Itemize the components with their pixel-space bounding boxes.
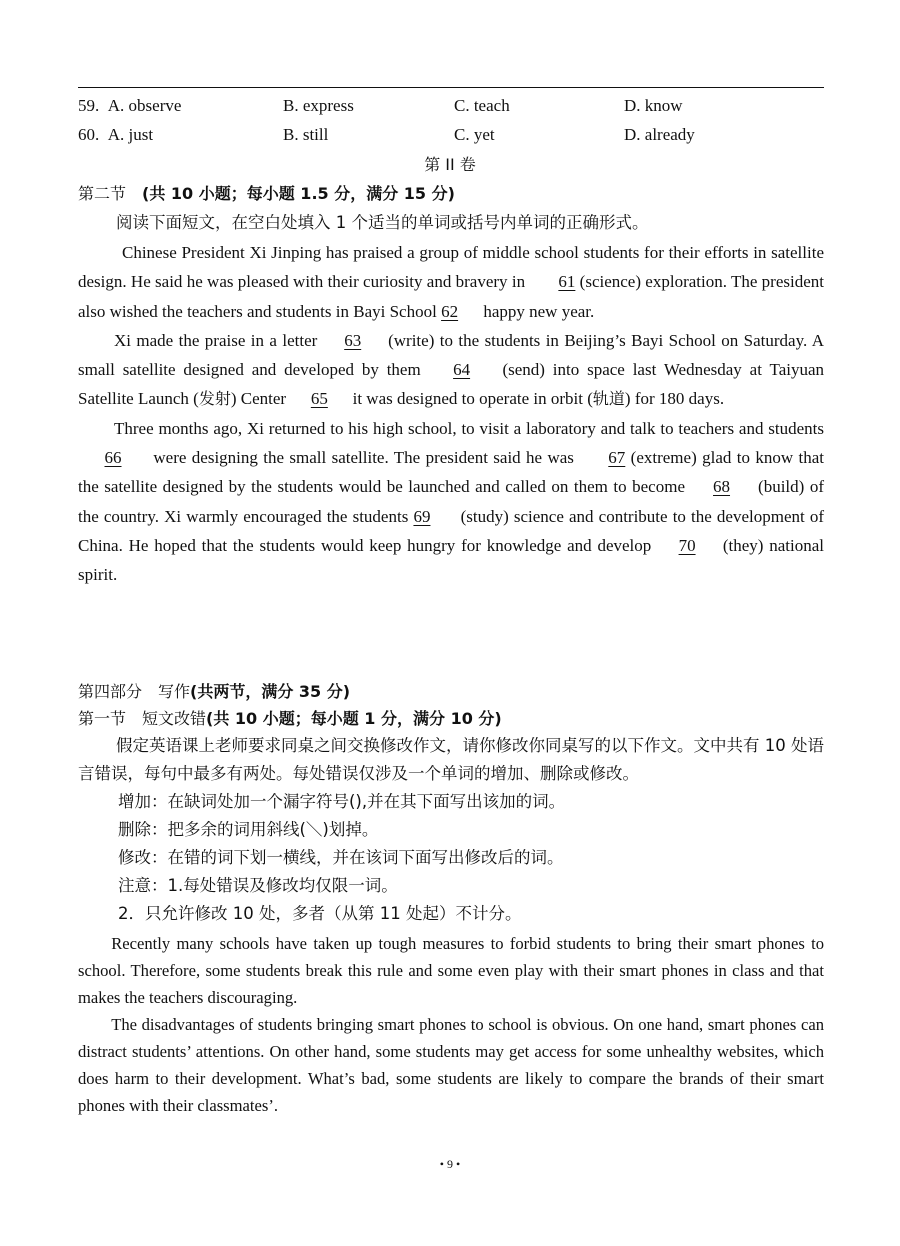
rule-add: 增加：在缺词处加一个漏字符号(),并在其下面写出该加的词。 [118, 792, 566, 811]
page-number: • 9 • [439, 1157, 461, 1171]
rule-delete: 删除：把多余的词用斜线(＼)划掉。 [118, 820, 379, 839]
cloze-block [78, 208, 824, 590]
section-1-title: 第一节 短文改错(共 10 小题；每小题 1 分，满分 10 分) [78, 709, 502, 728]
blank-70: 70 [678, 535, 696, 555]
question-59-option-b: B. express [283, 96, 354, 115]
passage-paragraph-3: Three months ago, Xi returned to his high school, to visit a laboratory and talk to teachers and students 66 were designing the small satellite. The president said he was 67 (extreme) glad to know that the satellite designed by the students would be launched and called on them to become 68 (build) of the country. Xi warmly encouraged the students 69 (study) science and contribute to the development of China. He hoped that the students would keep hungry for knowledge and develop 70 (they) national spirit. [78, 418, 825, 585]
question-59-option-c: C. teach [454, 96, 510, 115]
passage-paragraph-1: Chinese President Xi Jinping has praised a group of middle school students for their efforts in satellite design. He said he was pleased with their curiosity and bravery in 61 (science) exploration. The president also wished the teachers and students in Bayi School 62 happy new year. [78, 238, 824, 326]
question-59-option-d: D. know [624, 96, 683, 115]
essay-paragraph-2: The disadvantages of students bringing smart phones to school is obvious. On one hand, smart phones can distract students’ attentions. On other hand, some students may get access for some unhealthy websites, which does harm to their development. What’s bad, some students are likely to compare the brands of their smart phones with their classmates’. [78, 1015, 824, 1115]
section-2-title: 第二节 (共 10 小题；每小题 1.5 分，满分 15 分) [78, 184, 455, 203]
blank-66: 66 [104, 448, 122, 468]
blank-62: 62 [441, 301, 459, 321]
blank-69: 69 [413, 506, 431, 526]
question-59-number-and-a: 59. A. observe [78, 96, 182, 115]
section-2-instruction: 阅读下面短文，在空白处填入 1 个适当的单词或括号内单词的正确形式。 [116, 213, 649, 232]
passage-paragraph-2: Xi made the praise in a letter 63 (write) to the students in Beijing’s Bayi School on Saturday. A small satellite designed and developed by them 64 (send) into space last Wednesday at Taiyuan Satellite Launch (发射) Center 65 it was designed to operate in orbit (轨道) for 180 days. [78, 326, 824, 414]
question-60-option-d: D. already [624, 125, 695, 144]
question-60-option-c: C. yet [454, 125, 495, 144]
error-correction-block [78, 732, 824, 1119]
question-60-number-and-a: 60. A. just [78, 125, 154, 144]
part-4-title: 第四部分 写作(共两节，满分 35 分) [78, 682, 351, 701]
question-60-options [78, 125, 824, 155]
blank-64: 64 [453, 360, 471, 380]
header-rule [78, 87, 824, 88]
essay-paragraph-1: Recently many schools have taken up tough measures to forbid students to bring their smart phones to school. Therefore, some students break this rule and some even play with their smart phones in class and that makes the teachers discouraging. [78, 934, 824, 1007]
question-59-options [78, 96, 824, 126]
question-60-option-b: B. still [283, 125, 329, 144]
blank-63: 63 [344, 330, 362, 350]
rule-note-1: 注意：1.每处错误及修改均仅限一词。 [118, 876, 398, 895]
rule-note-2: 2．只允许修改 10 处，多者（从第 11 处起）不计分。 [118, 904, 522, 923]
blank-65: 65 [310, 389, 328, 409]
blank-68: 68 [713, 477, 731, 497]
blank-61: 61 [558, 272, 576, 292]
blank-67: 67 [608, 448, 626, 468]
volume-title: 第 II 卷 [424, 155, 476, 174]
rule-modify: 修改：在错的词下划一横线，并在该词下面写出修改后的词。 [118, 848, 564, 867]
section-1-instruction: 假定英语课上老师要求同桌之间交换修改作文，请你修改你同桌写的以下作文。文中共有 10 处语言错误，每句中最多有两处。每处错误仅涉及一个单词的增加、删除或修改。 [78, 736, 824, 783]
